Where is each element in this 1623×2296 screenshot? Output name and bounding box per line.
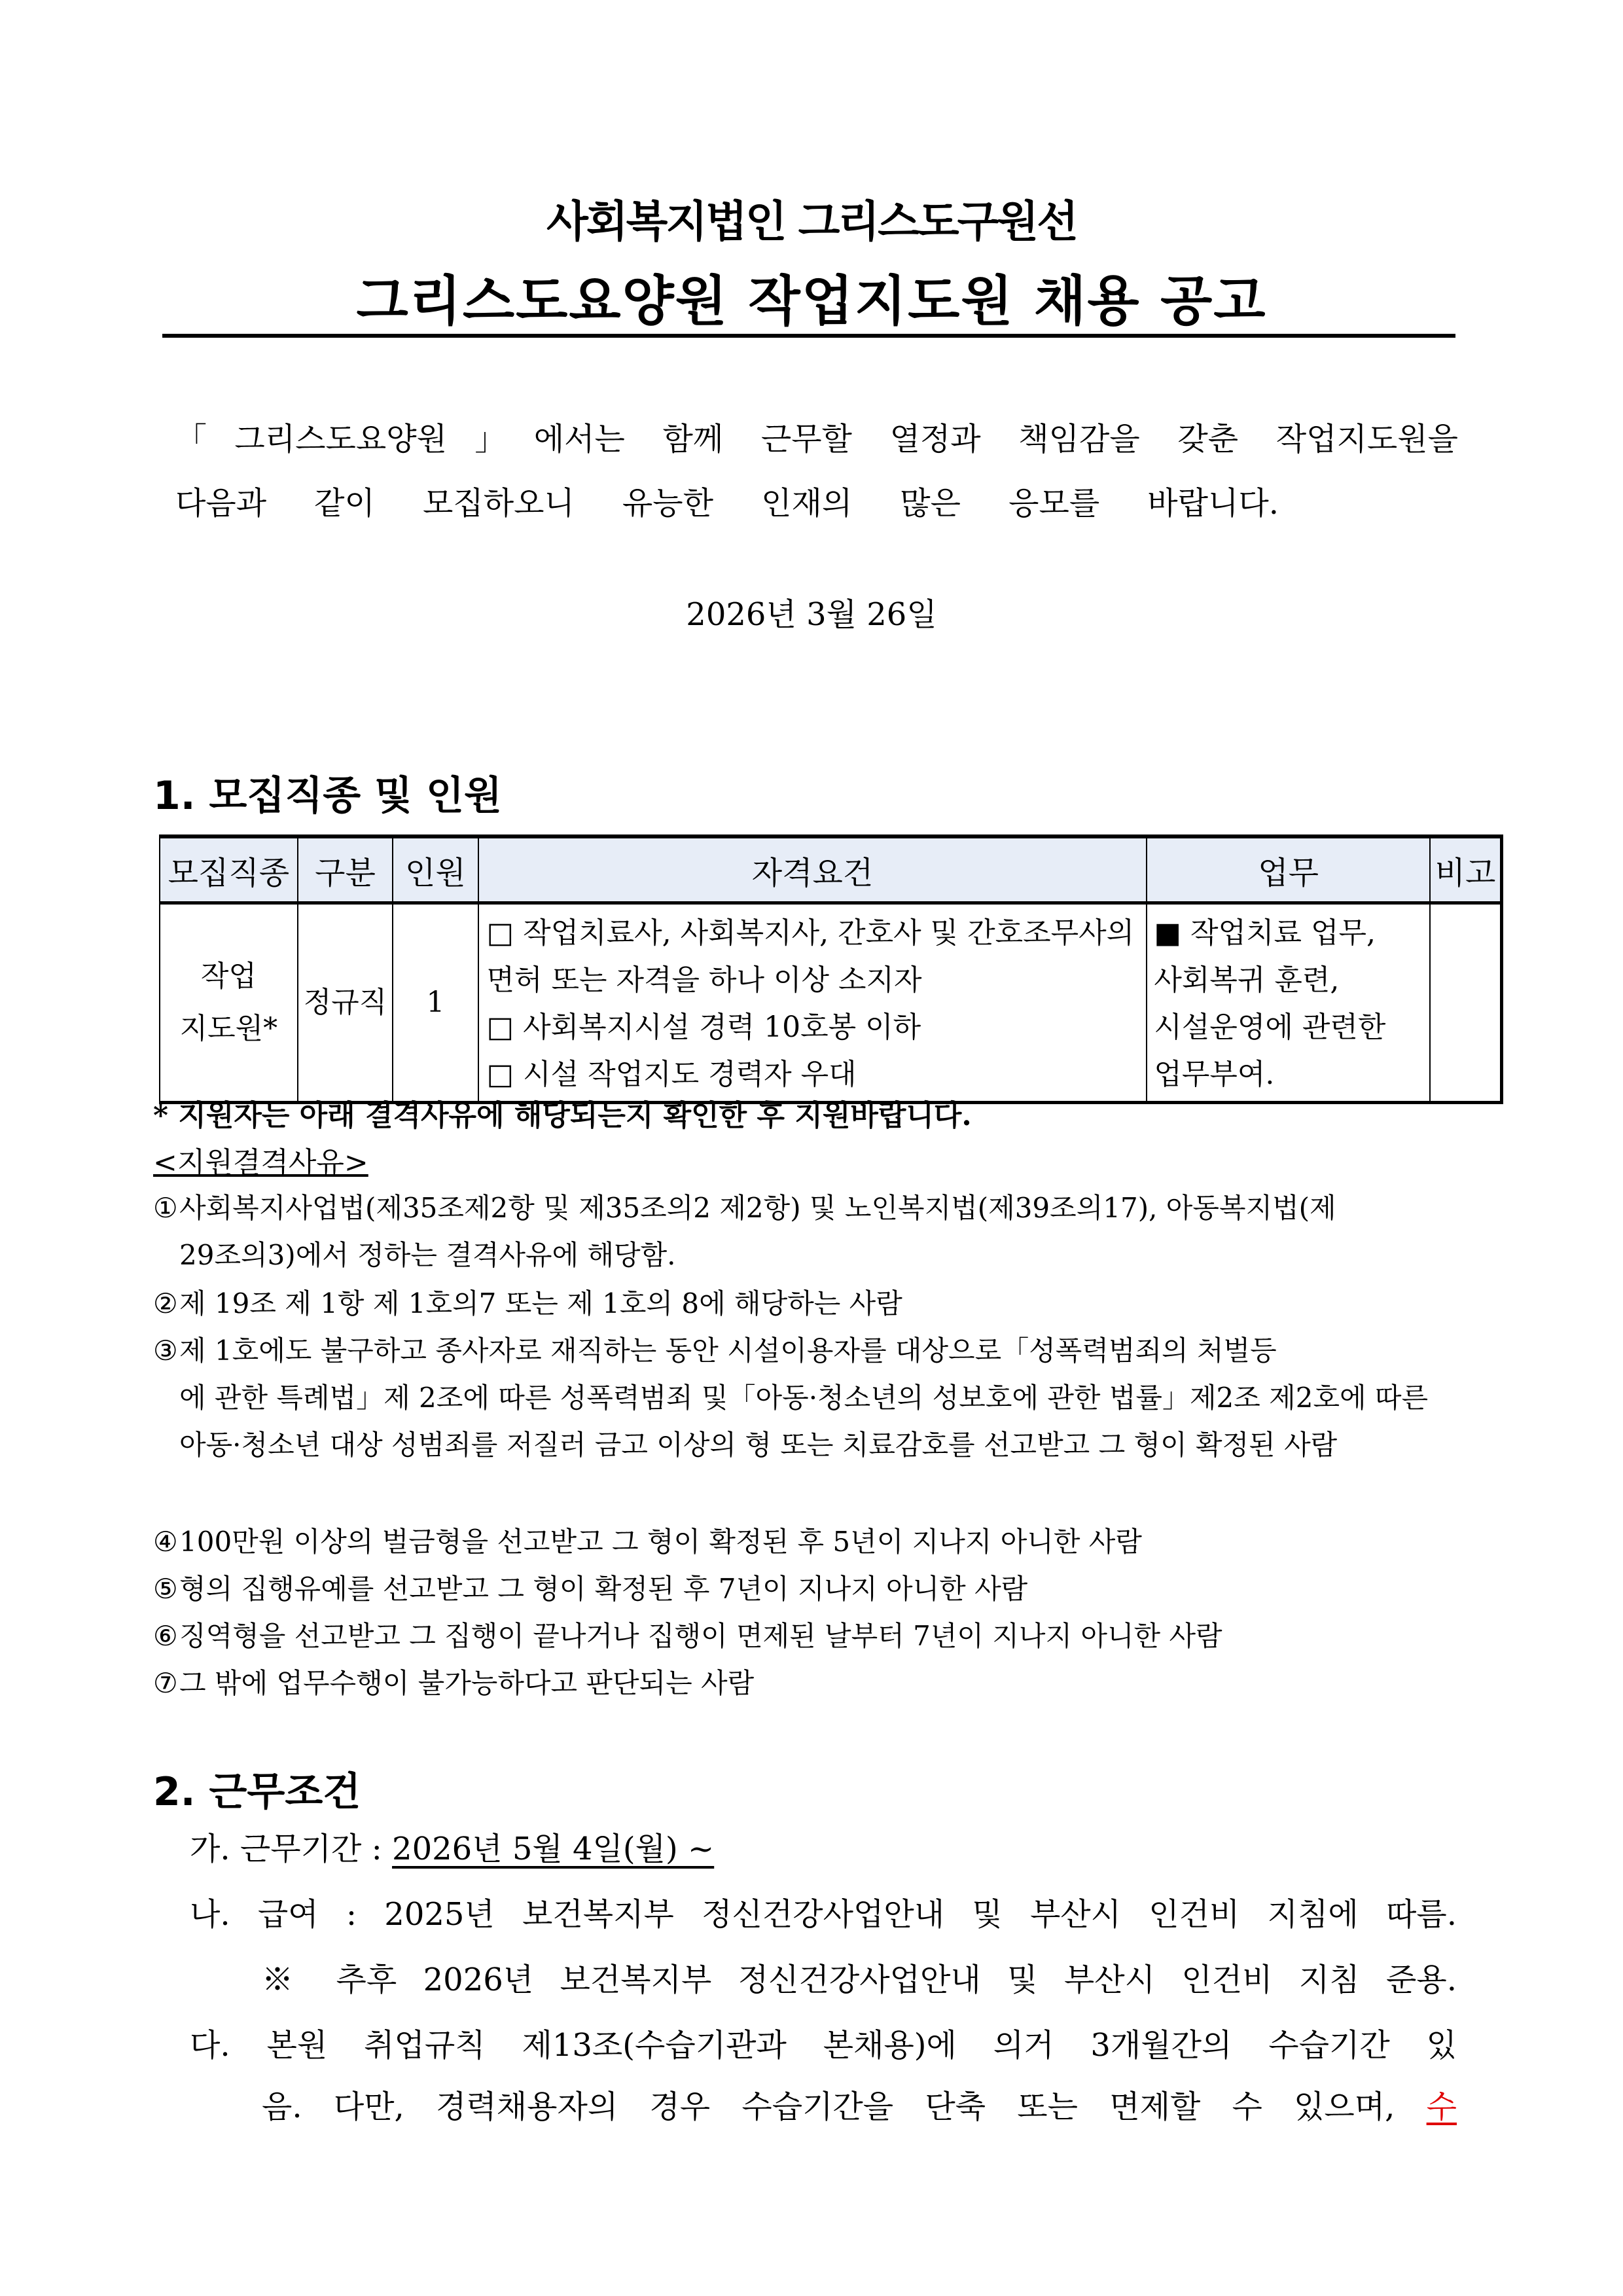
cell-count: 1 bbox=[393, 903, 478, 1103]
requirement-item: □ 사회복지시설 경력 10호봉 이하 bbox=[486, 1011, 921, 1044]
header-type: 구분 bbox=[298, 836, 393, 903]
disqualification-item: ⑤형의 집행유예를 선고받고 그 형이 확정된 후 7년이 지나지 아니한 사람 bbox=[153, 1573, 1028, 1605]
duty-item: 사회복귀 훈련, bbox=[1154, 963, 1340, 997]
cell-duties bbox=[1147, 903, 1430, 1103]
cell-requirements bbox=[478, 903, 1147, 1103]
intro-line-1: 「그리스도요양원」에서는 함께 근무할 열정과 책임감을 갖춘 작업지도원을 bbox=[175, 421, 1458, 457]
probation-line-1: 다. 본원 취업규칙 제13조(수습기관과 본채용)에 의거 3개월간의 수습기간 있 bbox=[190, 2027, 1457, 2064]
requirement-item: □ 시설 작업지도 경력자 우대 bbox=[486, 1058, 857, 1091]
probation-line-2: 음. 다만, 경력채용자의 경우 수습기간을 단축 또는 면제할 수 있으며, 수 bbox=[262, 2089, 1457, 2125]
page-title: 그리스도요양원 작업지도원 채용 공고 bbox=[356, 270, 1267, 332]
section-2-heading: 2. 근무조건 bbox=[153, 1769, 361, 1815]
requirement-item: 면허 또는 자격을 하나 이상 소지자 bbox=[486, 963, 922, 997]
header-count: 인원 bbox=[393, 836, 478, 903]
header-duties: 업무 bbox=[1147, 836, 1430, 903]
header-job: 모집직종 bbox=[160, 836, 298, 903]
duty-item: ■ 작업치료 업무, bbox=[1154, 916, 1376, 950]
recruitment-table bbox=[159, 834, 1503, 1104]
header-note: 비고 bbox=[1430, 836, 1502, 903]
requirement-item: □ 작업치료사, 사회복지사, 간호사 및 간호조무사의 bbox=[486, 916, 1135, 950]
disqualification-item: ⑥징역형을 선고받고 그 집행이 끝나거나 집행이 면제된 날부터 7년이 지나지 아니한 사람 bbox=[153, 1620, 1222, 1652]
section-1-heading: 1. 모집직종 및 인원 bbox=[153, 773, 502, 819]
disqualification-item: ③제 1호에도 불구하고 종사자로 재직하는 동안 시설이용자를 대상으로「성폭력범죄의 처벌등 에 관한 특례법」제 2조에 따른 성폭력범죄 및「아동·청소년의 성보호에 관한 법률」제2조 제2호에 따른 아동·청소년 대상 성범죄를 저질러 금고 이상의 형 또는 치료감호를 선고받고 그 형이 확정된 사람 bbox=[153, 1335, 1429, 1461]
header-requirements: 자격요건 bbox=[478, 836, 1147, 903]
job-line-2: 지도원* bbox=[179, 1012, 278, 1045]
disqualification-item: ②제 19조 제 1항 제 1호의7 또는 제 1호의 8에 해당하는 사람 bbox=[153, 1287, 902, 1319]
table-row bbox=[160, 903, 1502, 1103]
duty-item: 시설운영에 관련한 bbox=[1154, 1011, 1386, 1044]
table-header-row bbox=[160, 836, 1502, 903]
disqualification-item: ④100만원 이상의 벌금형을 선고받고 그 형이 확정된 후 5년이 지나지 아니한 사람 bbox=[153, 1526, 1142, 1558]
job-line-1: 작업 bbox=[200, 960, 257, 993]
duty-item: 업무부여. bbox=[1154, 1058, 1275, 1091]
salary-line: 나. 급여 : 2025년 보건복지부 정신건강사업안내 및 부산시 인건비 지침에 따름. bbox=[190, 1896, 1457, 1933]
title-divider bbox=[162, 334, 1455, 338]
cell-note bbox=[1430, 903, 1502, 1103]
intro-line-2: 다음과 같이 모집하오니 유능한 인재의 많은 응모를 바랍니다. bbox=[175, 485, 1279, 522]
cell-type: 정규직 bbox=[298, 903, 393, 1103]
cell-job bbox=[160, 903, 298, 1103]
applicant-footnote: * 지원자는 아래 결격사유에 해당되는지 확인한 후 지원바랍니다. bbox=[153, 1099, 972, 1132]
disqualification-item: ①사회복지사업법(제35조제2항 및 제35조의2 제2항) 및 노인복지법(제39조의17), 아동복지법(제 29조의3)에서 정하는 결격사유에 해당함. bbox=[153, 1192, 1336, 1271]
announcement-date: 2026년 3월 26일 bbox=[686, 596, 937, 633]
disqualification-item: ⑦그 밖에 업무수행이 불가능하다고 판단되는 사람 bbox=[153, 1667, 755, 1699]
disqualification-title: <지원결격사유> bbox=[153, 1146, 368, 1179]
organization-name: 사회복지법인 그리스도구원선 bbox=[546, 196, 1077, 247]
work-period: 가. 근무기간 : 2026년 5월 4일(월) ~ bbox=[190, 1831, 715, 1867]
salary-note: ※ 추후 2026년 보건복지부 정신건강사업안내 및 부산시 인건비 지침 준용. bbox=[262, 1962, 1457, 1998]
